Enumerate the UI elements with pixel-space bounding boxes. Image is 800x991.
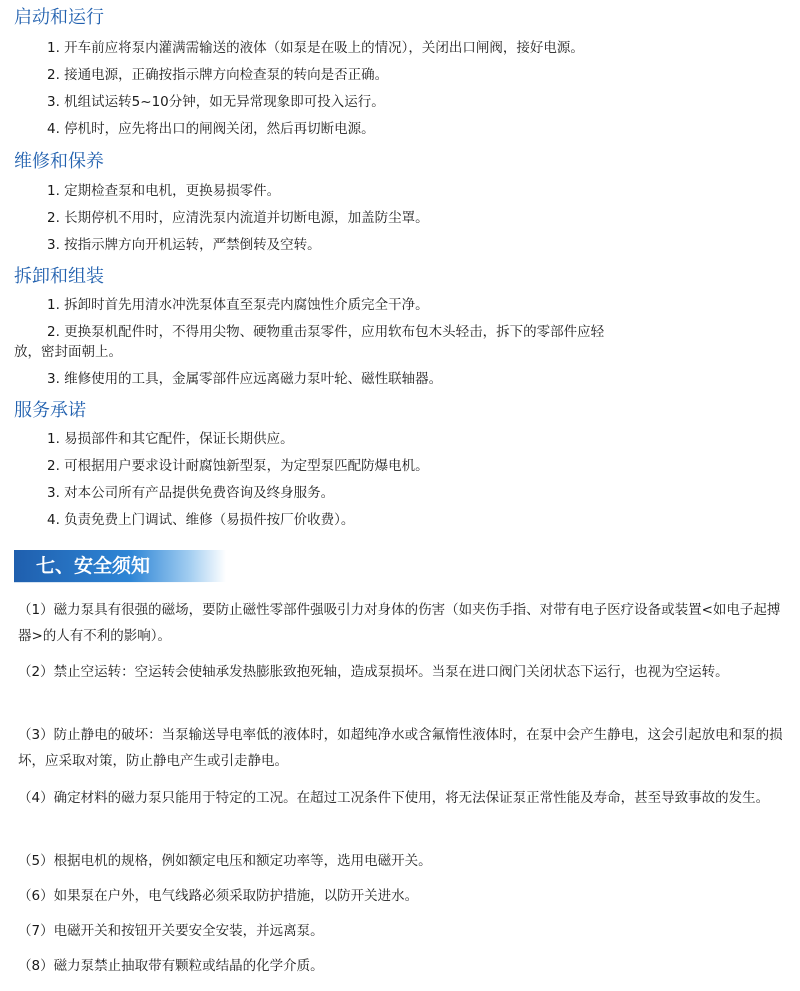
list-item: 1. 定期检查泵和电机，更换易损零件。 [47,183,281,199]
list-item: 2. 接通电源，正确按指示牌方向检查泵的转向是否正确。 [47,67,389,83]
safety-title: 七、安全须知 [36,555,151,577]
safety-item: （7）电磁开关和按钮开关要安全安装，并远离泵。 [18,923,324,939]
list-item: 3. 对本公司所有产品提供免费咨询及终身服务。 [47,485,335,501]
list-item: 2. 长期停机不用时，应清洗泵内流道并切断电源，加盖防尘罩。 [47,210,429,226]
list-item-continuation: 放，密封面朝上。 [14,344,122,360]
list-item: 3. 维修使用的工具，金属零部件应远离磁力泵叶轮、磁性联轴器。 [47,371,443,387]
list-item: 2. 更换泵机配件时，不得用尖物、硬物重击泵零件，应用软布包木头轻击，拆下的零部件应轻 [47,324,605,340]
safety-item: （2）禁止空运转：空运转会使轴承发热膨胀致抱死轴，造成泵损坏。当泵在进口阀门关闭状态下运行，也视为空运转。 [18,664,729,680]
list-item: 4. 负责免费上门调试、维修（易损件按厂价收费）。 [47,512,355,528]
list-item: 1. 易损部件和其它配件，保证长期供应。 [47,431,294,447]
safety-item: （1）磁力泵具有很强的磁场，要防止磁性零部件强吸引力对身体的伤害（如夹伤手指、对带有电子医疗设备或装置<如电子起搏器>的人有不利的影响）。 [18,602,781,644]
section-heading-startup: 启动和运行 [14,7,104,28]
safety-item: （3）防止静电的破坏：当泵输送导电率低的液体时，如超纯净水或含氟惰性液体时，在泵中会产生静电，这会引起放电和泵的损坏，应采取对策，防止静电产生或引走静电。 [18,727,783,769]
list-item: 1. 开车前应将泵内灌满需输送的液体（如泵是在吸上的情况），关闭出口闸阀，接好电源。 [47,40,584,56]
section-heading-service: 服务承诺 [14,400,86,421]
list-item: 1. 拆卸时首先用清水冲洗泵体直至泵壳内腐蚀性介质完全干净。 [47,297,429,313]
list-item: 3. 机组试运转5~10分钟，如无异常现象即可投入运行。 [47,94,385,110]
safety-item: （6）如果泵在户外，电气线路必须采取防护措施，以防开关进水。 [18,888,419,904]
safety-banner [14,550,226,582]
safety-item: （4）确定材料的磁力泵只能用于特定的工况。在超过工况条件下使用，将无法保证泵正常性能及寿命，甚至导致事故的发生。 [18,790,770,806]
section-heading-maintenance: 维修和保养 [14,151,104,172]
safety-item: （5）根据电机的规格，例如额定电压和额定功率等，选用电磁开关。 [18,853,432,869]
list-item: 4. 停机时，应先将出口的闸阀关闭，然后再切断电源。 [47,121,375,137]
divider [14,582,214,583]
list-item: 3. 按指示牌方向开机运转，严禁倒转及空转。 [47,237,321,253]
safety-item: （8）磁力泵禁止抽取带有颗粒或结晶的化学介质。 [18,958,324,974]
list-item: 2. 可根据用户要求设计耐腐蚀新型泵，为定型泵匹配防爆电机。 [47,458,429,474]
section-heading-disassembly: 拆卸和组装 [14,266,104,287]
